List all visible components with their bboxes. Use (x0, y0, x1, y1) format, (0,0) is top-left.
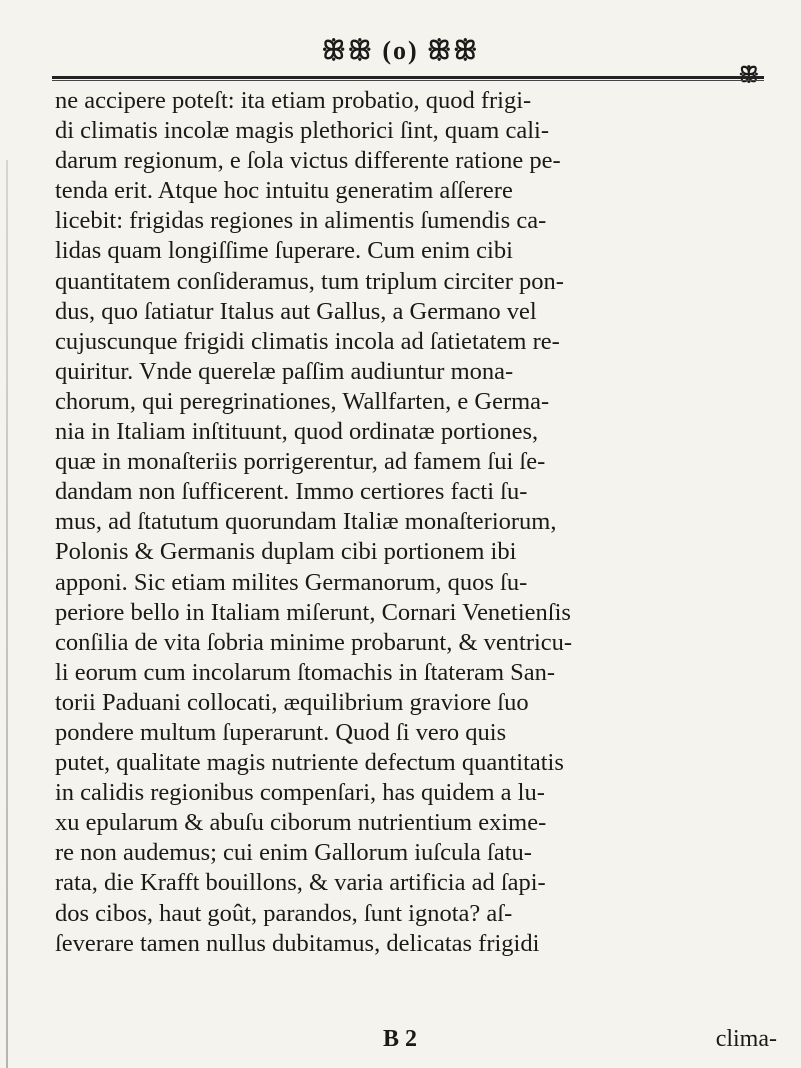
text-line: quæ in monaſteriis porrigerentur, ad famem ſui ſe- (55, 448, 546, 476)
text-line: cujuscunque frigidi climatis incola ad ſatietatem re- (55, 327, 560, 355)
text-line: dandam non ſufficerent. Immo certiores facti ſu- (55, 478, 528, 506)
catchword: clima- (715, 1026, 777, 1052)
text-line: quantitatem conſideramus, tum triplum circiter pon- (55, 267, 564, 295)
text-line: periore bello in Italiam miſerunt, Cornari Venetienſis (55, 598, 571, 626)
text-line: putet, qualitate magis nutriente defectum quantitatis (55, 749, 564, 777)
text-line: quiritur. Vnde querelæ paſſim audiuntur mona- (55, 357, 514, 385)
header-corner-mark: ꕥ (738, 62, 759, 87)
text-line: chorum, qui peregrinationes, Wallfarten, e Germa- (55, 387, 550, 415)
text-line: dos cibos, haut goût, parandos, ſunt ignota? aſ- (55, 899, 513, 927)
header-ornament: ꕥꕥ (o) ꕥꕥ (321, 36, 480, 65)
text-line: xu epularum & abuſu ciborum nutrientium exime- (55, 809, 547, 837)
text-line: in calidis regionibus compenſari, has quidem a lu- (55, 779, 545, 807)
header-rule-thin (52, 80, 764, 81)
text-line: licebit: frigidas regiones in alimentis ſumendis ca- (55, 207, 547, 235)
signature-mark: B 2 (383, 1026, 418, 1052)
text-line: li eorum cum incolarum ſtomachis in ſtateram San- (55, 658, 556, 686)
text-line: nia in Italiam inſtituunt, quod ordinatæ portiones, (55, 418, 539, 446)
page-footer (55, 1026, 777, 1056)
page-edge-shadow (6, 160, 8, 1068)
text-line: conſilia de vita ſobria minime probarunt, & ventricu- (55, 628, 573, 656)
text-line: Polonis & Germanis duplam cibi portionem ibi (55, 538, 517, 566)
text-line: rata, die Krafft bouillons, & varia artificia ad ſapi- (55, 869, 546, 897)
text-line: ne accipere poteſt: ita etiam probatio, quod frigi- (55, 87, 532, 114)
text-line: di climatis incolæ magis plethorici ſint, quam cali- (55, 117, 549, 145)
text-line: mus, ad ſtatutum quorundam Italiæ monaſteriorum, (55, 508, 557, 536)
body-text (55, 86, 777, 959)
header-rule (52, 76, 764, 79)
text-line: apponi. Sic etiam milites Germanorum, quos ſu- (55, 568, 528, 596)
text-line: darum regionum, e ſola victus differente ratione pe- (55, 147, 561, 175)
text-line: pondere multum ſuperarunt. Quod ſi vero quis (55, 718, 507, 746)
text-line: lidas quam longiſſime ſuperare. Cum enim cibi (55, 237, 513, 265)
text-line: ſeverare tamen nullus dubitamus, delicatas frigidi (55, 929, 540, 957)
text-line: torii Paduani collocati, æquilibrium graviore ſuo (55, 688, 529, 716)
text-line: tenda erit. Atque hoc intuitu generatim aſſerere (55, 177, 513, 205)
text-line: dus, quo ſatiatur Italus aut Gallus, a Germano vel (55, 297, 537, 325)
text-line: re non audemus; cui enim Gallorum iuſcula ſatu- (55, 839, 532, 867)
